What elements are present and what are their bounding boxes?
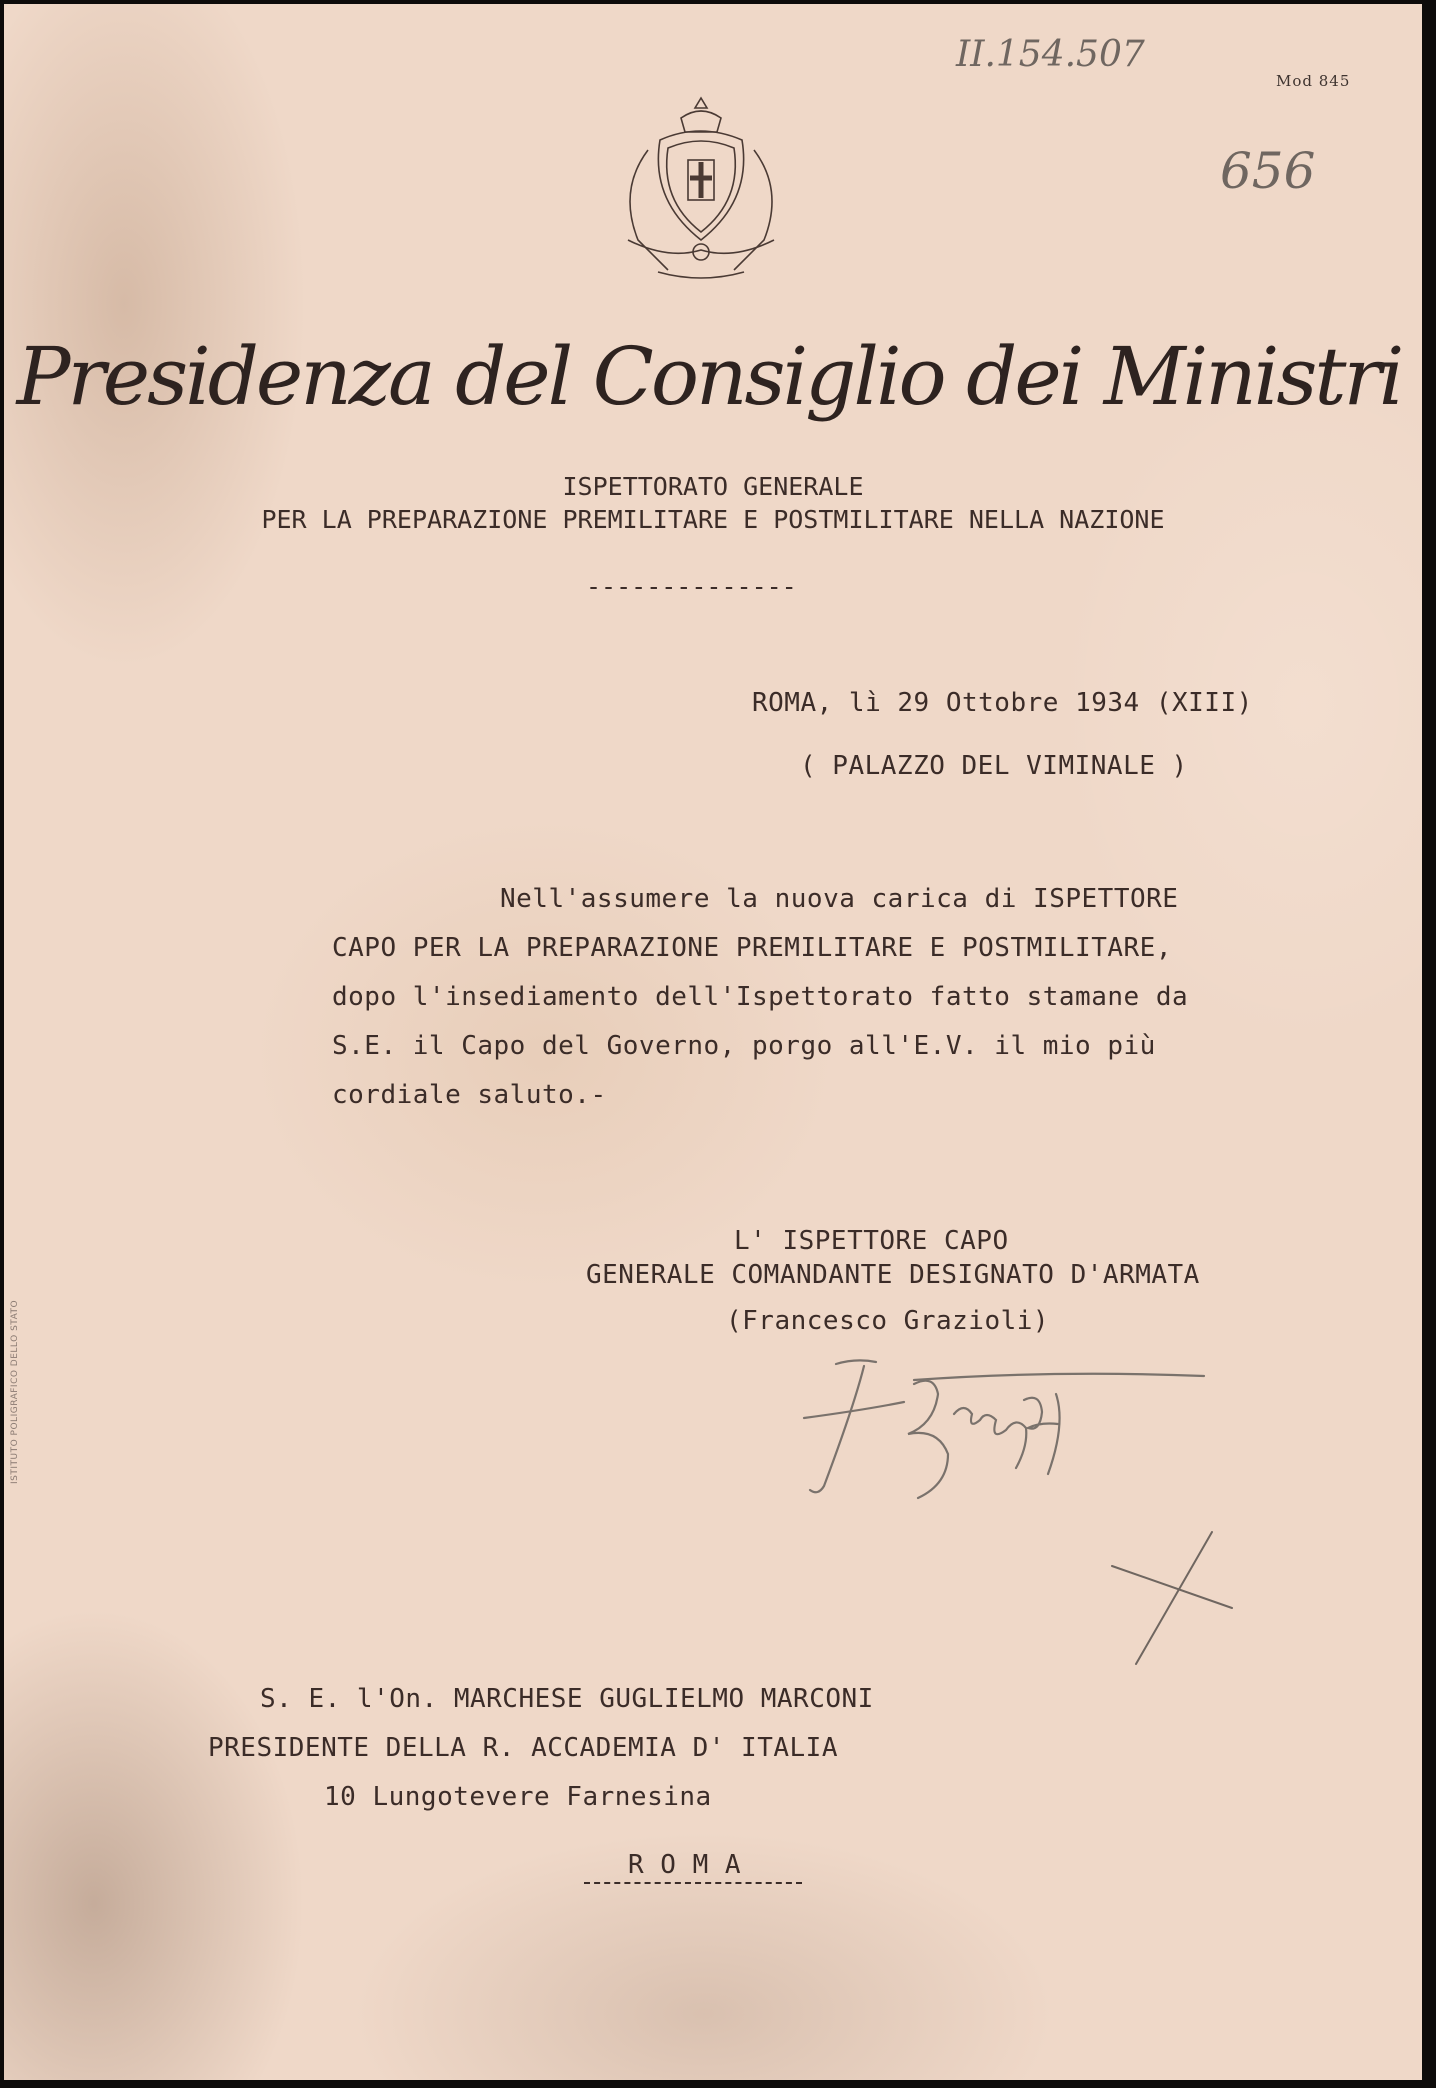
header-separator: -------------- [586,572,797,601]
pencil-cross-mark [1104,1524,1254,1674]
form-code: Mod 845 [1276,72,1351,90]
office-line-1: ISPETTORATO GENERALE [562,472,864,501]
body-line: dopo l'insediamento dell'Ispettorato fatto stamane da [332,982,1189,1012]
place-date: ROMA, lì 29 Ottobre 1934 (XIII) [752,688,1253,718]
building-line: ( PALAZZO DEL VIMINALE ) [800,751,1188,781]
addressee-line-3: 10 Lungotevere Farnesina [324,1782,712,1812]
city-underline [584,1882,802,1884]
body-line: Nell'assumere la nuova carica di ISPETTORE [500,884,1179,914]
coat-of-arms-icon [608,90,794,290]
archive-number-annotation: II.154.507 [956,34,1145,75]
body-line: CAPO PER LA PREPARAZIONE PREMILITARE E POSTMILITARE, [332,933,1172,963]
body-line: S.E. il Capo del Governo, porgo all'E.V. il mio più [332,1031,1156,1061]
institution-script-title [16,304,1402,444]
signatory-rank: GENERALE COMANDANTE DESIGNATO D'ARMATA [586,1260,1200,1290]
addressee-line-1: S. E. l'On. MARCHESE GUGLIELMO MARCONI [260,1684,874,1714]
printer-margin-note: ISTITUTO POLIGRAFICO DELLO STATO [10,1299,20,1484]
page-number-annotation: 656 [1220,142,1316,200]
body-line: cordiale saluto.- [332,1080,607,1110]
handwritten-signature [794,1344,1234,1524]
addressee-city: R O M A [628,1850,742,1880]
signatory-title: L' ISPETTORE CAPO [734,1226,1009,1256]
addressee-line-2: PRESIDENTE DELLA R. ACCADEMIA D' ITALIA [208,1733,838,1763]
institution-name: Presidenza del Consiglio dei Ministri [16,330,1402,423]
signatory-name: (Francesco Grazioli) [726,1306,1050,1336]
document-sheet [4,4,1422,2080]
office-line-2: PER LA PREPARAZIONE PREMILITARE E POSTMILITARE NELLA NAZIONE [261,505,1165,534]
